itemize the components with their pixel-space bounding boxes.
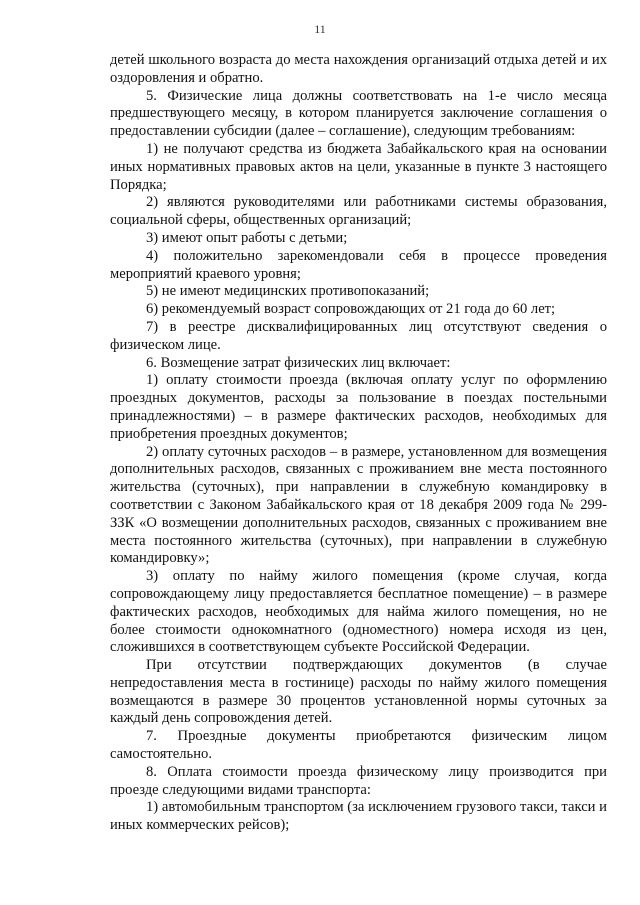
paragraph: 8. Оплата стоимости проезда физическому лицу производится при проезде следующими видами транспорта: bbox=[110, 763, 607, 798]
paragraph: детей школьного возраста до места нахождения организаций отдыха детей и их оздоровления и обратно. bbox=[110, 52, 607, 86]
paragraph: 5) не имеют медицинских противопоказаний; bbox=[146, 283, 430, 300]
paragraph: 4) положительно зарекомендовали себя в процессе проведения мероприятий краевого уровня; bbox=[110, 247, 607, 282]
paragraph: 7. Проездные документы приобретаются физическим лицом самостоятельно. bbox=[110, 728, 607, 763]
paragraph: 2) оплату суточных расходов – в размере, установленном для возмещения дополнительных расходов, связанных с проживанием вне места постоянного жительства (суточных), при направлении в служебную командировку в соответствии с Законом Забайкальского края от 18 декабря 2009 года № 299-ЗЗК «О возмещении дополнительных расходов, связанных с проживанием вне места постоянного жительства (суточных), при направлении в служебную командировку»; bbox=[110, 443, 607, 567]
paragraph: При отсутствии подтверждающих документов (в случае непредоставления места в гостинице) расходы по найму жилого помещения возмещаются в размере 30 процентов установленной нормы суточных за каждый день сопровождения детей. bbox=[110, 657, 607, 727]
paragraph: 3) имеют опыт работы с детьми; bbox=[146, 229, 348, 246]
document-body bbox=[110, 52, 607, 835]
paragraph: 1) автомобильным транспортом (за исключением грузового такси, такси и иных коммерческих рейсов); bbox=[110, 799, 607, 834]
page-number: 11 bbox=[314, 22, 326, 36]
paragraph: 1) оплату стоимости проезда (включая оплату услуг по оформлению проездных документов, расходы за пользование в поездах постельными принадлежностями) – в размере фактических расходов, необходимых для приобретения проездных документов; bbox=[110, 372, 607, 442]
paragraph: 7) в реестре дисквалифицированных лиц отсутствуют сведения о физическом лице. bbox=[110, 318, 607, 353]
paragraph: 5. Физические лица должны соответствовать на 1-е число месяца предшествующего месяцу, в котором планируется заключение соглашения о предоставлении субсидии (далее – соглашение), следующим требованиям: bbox=[110, 87, 607, 140]
paragraph: 1) не получают средства из бюджета Забайкальского края на основании иных нормативных правовых актов на цели, указанные в пункте 3 настоящего Порядка; bbox=[110, 140, 607, 193]
paragraph: 6. Возмещение затрат физических лиц включает: bbox=[146, 354, 451, 371]
paragraph: 2) являются руководителями или работниками системы образования, социальной сферы, общественных организаций; bbox=[110, 194, 607, 229]
paragraph: 3) оплату по найму жилого помещения (кроме случая, когда сопровождающему лицу предоставляется бесплатное помещение) – в размере фактических расходов, необходимых для найма жилого помещения, но не более стоимости однокомнатного (одноместного) номера исходя из цен, сложившихся в соответствующем субъекте Российской Федерации. bbox=[110, 568, 607, 656]
paragraph: 6) рекомендуемый возраст сопровождающих от 21 года до 60 лет; bbox=[146, 301, 556, 318]
